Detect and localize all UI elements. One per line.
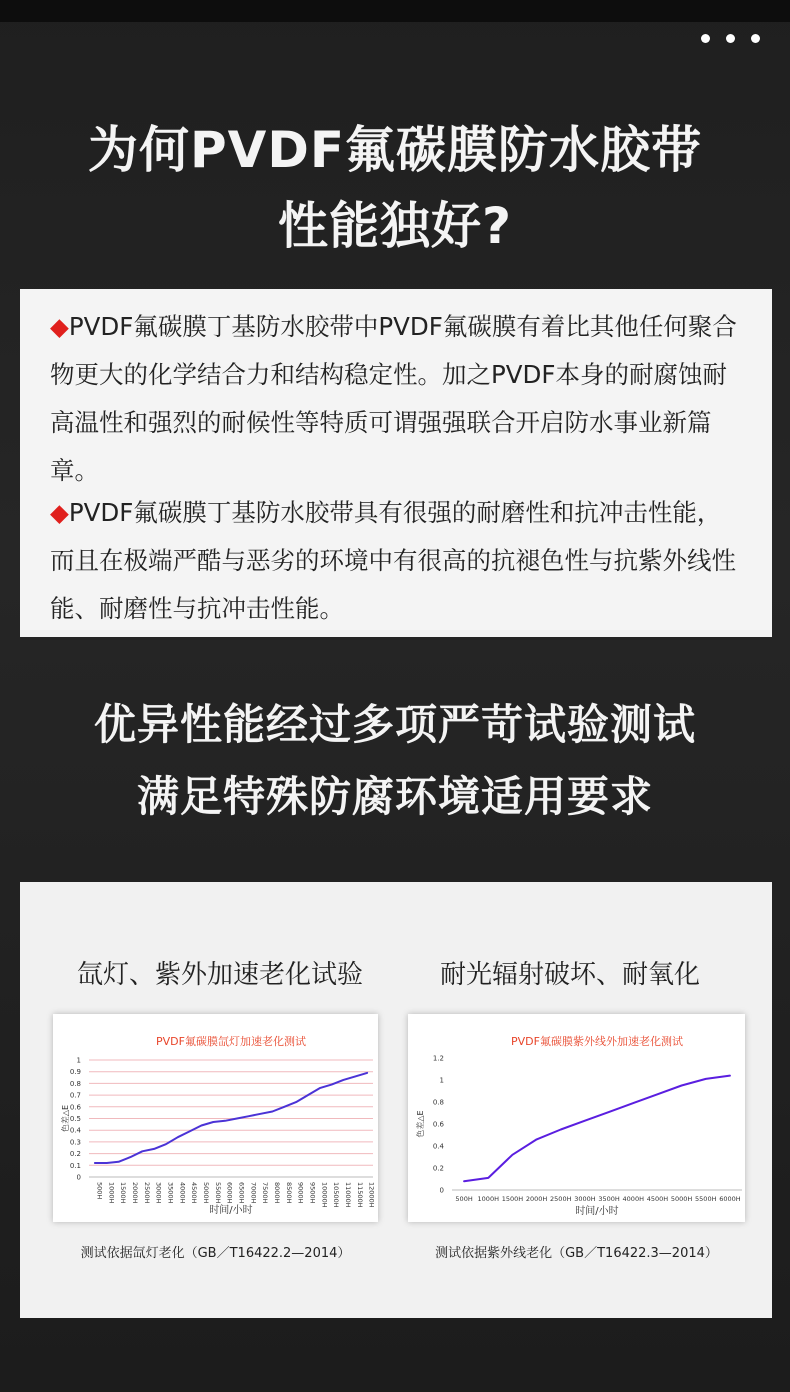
x-tick-label: 4000H xyxy=(178,1182,187,1204)
x-tick-label: 2500H xyxy=(142,1182,151,1204)
dot xyxy=(701,34,710,43)
intro-text-2: PVDF氟碳膜丁基防水胶带具有很强的耐磨性和抗冲击性能，而且在极端严酷与恶劣的环境中有很高的抗褪色性与抗紫外线性能、耐磨性与抗冲击性能。 xyxy=(50,498,736,623)
y-tick-label: 1 xyxy=(439,1076,444,1085)
x-tick-label: 4500H xyxy=(190,1182,199,1204)
x-tick-label: 500H xyxy=(455,1195,473,1203)
x-tick-label: 3500H xyxy=(166,1182,175,1204)
y-tick-label: 0 xyxy=(76,1173,81,1182)
intro-paragraph-2 xyxy=(50,489,742,633)
series-line xyxy=(464,1076,730,1182)
x-tick-label: 8500H xyxy=(284,1182,293,1204)
red-diamond-icon: ◆ xyxy=(50,498,69,527)
y-axis-label: 色差△E xyxy=(61,1104,70,1133)
top-bar xyxy=(0,0,790,22)
y-tick-label: 0 xyxy=(439,1186,444,1195)
y-tick-label: 0.3 xyxy=(69,1138,81,1147)
chart1-heading: 氙灯、紫外加速老化试验 xyxy=(76,960,363,990)
red-diamond-icon: ◆ xyxy=(50,312,69,341)
x-tick-label: 5000H xyxy=(670,1195,693,1203)
x-tick-label: 2500H xyxy=(550,1195,572,1203)
y-tick-label: 1 xyxy=(76,1056,81,1065)
y-tick-label: 0.8 xyxy=(69,1079,81,1088)
intro-card xyxy=(20,289,772,637)
main-title-line2: 性能独好? xyxy=(277,197,512,255)
y-tick-label: 1.2 xyxy=(432,1054,444,1063)
intro-paragraph-1 xyxy=(50,303,742,495)
series-line xyxy=(95,1073,367,1163)
x-tick-label: 3500H xyxy=(598,1195,620,1203)
uv-aging-chart xyxy=(408,1014,745,1222)
y-tick-label: 0.5 xyxy=(69,1115,81,1123)
x-tick-label: 7000H xyxy=(249,1182,258,1204)
x-tick-label: 4500H xyxy=(646,1195,669,1203)
x-tick-label: 10000H xyxy=(320,1182,329,1208)
x-tick-label: 9000H xyxy=(296,1182,305,1204)
chart1-caption: 测试依据氙灯老化（GB／T16422.2—2014） xyxy=(80,1246,351,1261)
more-options-icon[interactable] xyxy=(701,34,760,43)
x-axis-label: 时间/小时 xyxy=(575,1206,619,1217)
x-tick-label: 3000H xyxy=(574,1195,596,1203)
x-tick-label: 2000H xyxy=(525,1195,548,1203)
x-tick-label: 1000H xyxy=(107,1182,116,1204)
dot xyxy=(751,34,760,43)
x-tick-label: 6500H xyxy=(237,1182,246,1204)
y-tick-label: 0.6 xyxy=(432,1120,444,1129)
x-tick-label: 8000H xyxy=(272,1182,281,1204)
x-tick-label: 12000H xyxy=(367,1182,376,1208)
x-tick-label: 5500H xyxy=(213,1182,222,1204)
chart2-heading: 耐光辐射破坏、耐氧化 xyxy=(439,960,700,990)
chart-title: PVDF氟碳膜紫外线外加速老化测试 xyxy=(511,1035,683,1048)
dot xyxy=(726,34,735,43)
x-tick-label: 1500H xyxy=(501,1195,524,1203)
uv-chart-card xyxy=(408,1014,745,1222)
xenon-aging-chart xyxy=(53,1014,378,1222)
y-tick-label: 0.2 xyxy=(432,1164,444,1173)
x-tick-label: 11000H xyxy=(343,1182,352,1208)
y-axis-label: 色差△E xyxy=(416,1110,425,1138)
section-title-line2: 满足特殊防腐环境适用要求 xyxy=(136,772,653,821)
x-tick-label: 2000H xyxy=(130,1182,139,1204)
x-tick-label: 6000H xyxy=(225,1182,234,1204)
x-tick-label: 5000H xyxy=(201,1182,210,1204)
x-tick-label: 5500H xyxy=(695,1195,717,1203)
chart2-caption: 测试依据紫外线老化（GB／T16422.3—2014） xyxy=(435,1246,718,1261)
x-tick-label: 3000H xyxy=(154,1182,163,1204)
intro-text-1: PVDF氟碳膜丁基防水胶带中PVDF氟碳膜有着比其他任何聚合物更大的化学结合力和结构稳定性。加之PVDF本身的耐腐蚀耐高温性和强烈的耐候性等特质可谓强强联合开启防水事业新篇章。 xyxy=(50,312,737,485)
x-tick-label: 6000H xyxy=(719,1195,741,1203)
xenon-chart-card xyxy=(53,1014,378,1222)
chart-title: PVDF氟碳膜氙灯加速老化测试 xyxy=(156,1035,306,1048)
section-title-line1: 优异性能经过多项严苛试验测试 xyxy=(93,700,696,749)
main-title-line1: 为何PVDF氟碳膜防水胶带 xyxy=(87,121,702,179)
y-tick-label: 0.2 xyxy=(69,1150,81,1159)
x-tick-label: 500H xyxy=(95,1182,104,1200)
charts-panel xyxy=(20,882,772,1318)
y-tick-label: 0.7 xyxy=(69,1091,81,1100)
x-tick-label: 1000H xyxy=(477,1195,499,1203)
y-tick-label: 0.8 xyxy=(432,1098,444,1107)
y-tick-label: 0.1 xyxy=(69,1161,81,1170)
y-tick-label: 0.9 xyxy=(69,1068,81,1077)
x-tick-label: 9500H xyxy=(308,1182,317,1204)
y-tick-label: 0.4 xyxy=(432,1142,444,1151)
x-tick-label: 7500H xyxy=(261,1182,270,1204)
x-tick-label: 1500H xyxy=(119,1182,128,1204)
y-tick-label: 0.4 xyxy=(69,1126,81,1135)
x-tick-label: 4000H xyxy=(622,1195,644,1203)
y-tick-label: 0.6 xyxy=(69,1103,81,1112)
x-tick-label: 11500H xyxy=(355,1182,364,1208)
x-axis-label: 时间/小时 xyxy=(209,1205,253,1216)
x-tick-label: 10500H xyxy=(332,1182,341,1208)
